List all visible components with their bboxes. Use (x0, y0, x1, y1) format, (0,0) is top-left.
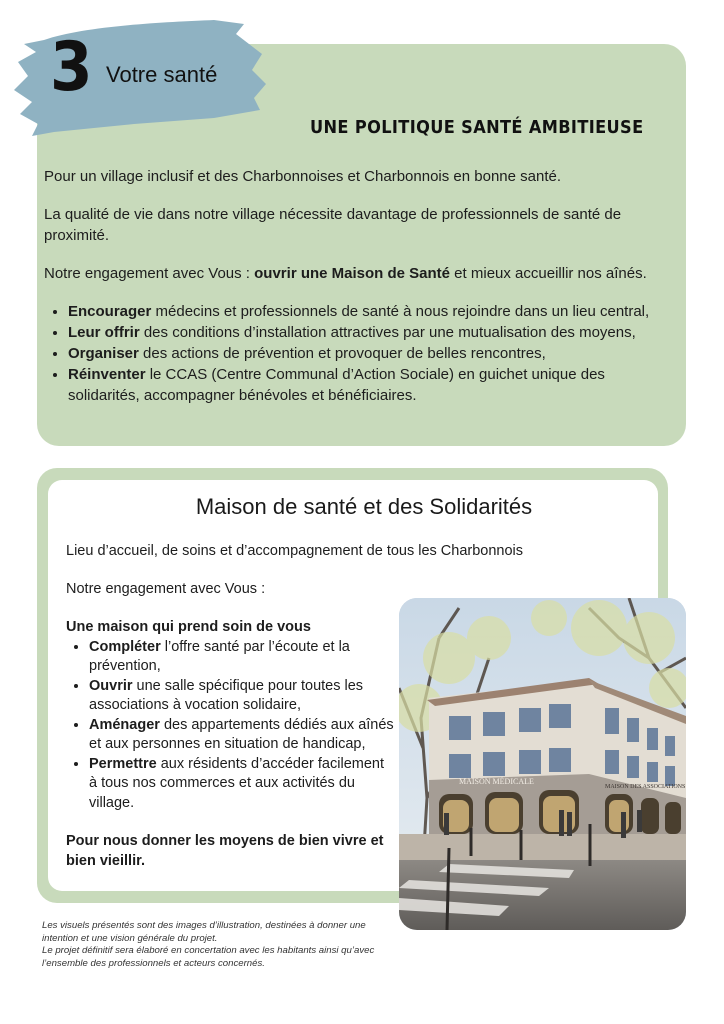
sign-maison-medicale: MAISON MÉDICALE (459, 777, 534, 786)
engagement-prefix: Notre engagement avec Vous : (44, 265, 255, 282)
box-subhead: Une maison qui prend soin de vous (66, 619, 311, 635)
list-item (68, 322, 674, 343)
bullet-verb: Aménager (89, 716, 160, 733)
bullet-text: le CCAS (Centre Communal d’Action Sociale) en guichet unique des solidarités, accompagner bénévoles et bénéficiaires. (68, 366, 605, 404)
bullet-text: une salle spécifique pour toutes les associations à vocation solidaire, (89, 677, 364, 713)
section-number: 3 (50, 28, 91, 107)
disclaimer-line: Les visuels présentés sont des images d’illustration, destinées à donner une intention et une vision générale du projet. (42, 920, 366, 944)
intro-paragraph: Pour un village inclusif et des Charbonnoises et Charbonnois en bonne santé. (44, 168, 562, 185)
headline: UNE POLITIQUE SANTÉ AMBITIEUSE (310, 117, 644, 138)
engagement-bold: ouvrir une Maison de Santé (254, 265, 451, 282)
list-item (68, 343, 674, 364)
box-intro: Lieu d’accueil, de soins et d’accompagnement de tous les Charbonnois (66, 543, 524, 559)
box-title: Maison de santé et des Solidarités (195, 494, 533, 519)
list-item (68, 301, 674, 322)
box-engagement: Notre engagement avec Vous : (66, 580, 266, 597)
bullet-text: l’offre santé par l’écoute et la prévention, (89, 638, 350, 674)
bullet-verb: Organiser (68, 345, 139, 362)
bullet-text: aux résidents d’accéder facilement à tous nos commerces et aux activités du village. (89, 755, 384, 811)
sign-maison-associations: MAISON DES ASSOCIATIONS (605, 784, 686, 790)
list-item (89, 716, 396, 755)
bullet-verb: Compléter (89, 638, 161, 655)
bullet-verb: Réinventer (68, 366, 146, 383)
engagement-paragraph (44, 263, 674, 284)
list-item (89, 755, 396, 814)
box-closing: Pour nous donner les moyens de bien vivre et bien vieillir. (66, 833, 384, 869)
top-bullet-list (44, 301, 674, 406)
engagement-suffix: et mieux accueillir nos aînés. (450, 265, 647, 282)
list-item (89, 638, 396, 677)
list-item (89, 677, 396, 716)
bullet-text: des actions de prévention et provoquer de belles rencontres, (138, 345, 546, 362)
top-body (44, 166, 674, 406)
bullet-verb: Encourager (68, 303, 152, 320)
bullet-verb: Permettre (89, 755, 157, 772)
bullet-text: médecins et professionnels de santé à nous rejoindre dans un lieu central, (151, 303, 650, 320)
bullet-verb: Ouvrir (89, 677, 133, 694)
disclaimer-line: Le projet définitif sera élaboré en concertation avec les habitants ainsi qu’avec l’ensemble des professionnels et acteurs concernés. (42, 945, 375, 969)
bullet-verb: Leur offrir (68, 324, 140, 341)
building-illustration-image (399, 598, 686, 930)
bullet-text: des conditions d’installation attractives par une mutualisation des moyens, (139, 324, 636, 341)
box-bullet-list (66, 638, 396, 814)
disclaimer (42, 920, 402, 970)
section-title: Votre santé (106, 62, 218, 87)
list-item (68, 364, 674, 406)
bullet-text: des appartements dédiés aux aînés et aux personnes en situation de handicap, (89, 716, 394, 752)
quality-paragraph: La qualité de vie dans notre village nécessite davantage de professionnels de santé de proximité. (44, 206, 622, 244)
